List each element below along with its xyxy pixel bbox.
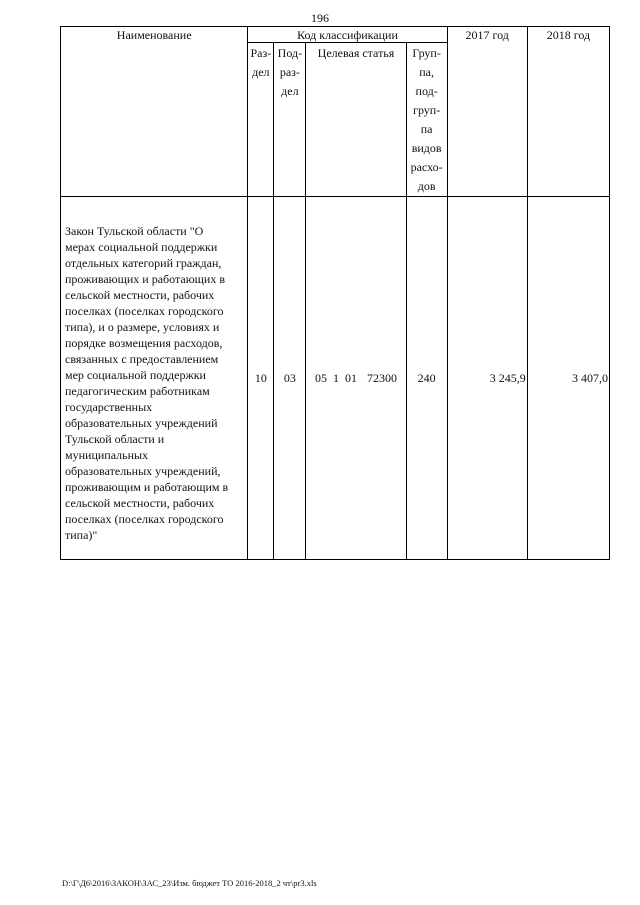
- header-group: Груп- па, под- груп- па видов расхо- дов: [406, 43, 447, 197]
- header-name: Наименование: [61, 27, 248, 197]
- header-razdel: Раз- дел: [248, 43, 274, 197]
- target-article-direction: 72300: [366, 370, 397, 385]
- row-podrazdel: 03: [274, 197, 306, 560]
- file-path-footer: D:\Г\Д6\2016\ЗАКОН\ЗАС_23\Изм. бюджет ТО 2016-2018_2 чт\рr3.xls: [62, 878, 317, 888]
- budget-table: [60, 26, 610, 560]
- row-value-2017: 3 245,9: [447, 197, 527, 560]
- row-name: Закон Тульской области "О мерах социальной поддержки отдельных категорий граждан, проживающих и работающих в сельской местности, рабочих поселках (поселках городского типа), и о размере, условиях и порядке возмещения расходов, связанных с предоставлением мер социальной поддержки педагогическим работникам государственных образовательных учреждений Тульской области и муниципальных образовательных учреждений, проживающим и работающим в сельской местности, рабочих поселках (поселках городского типа)": [61, 197, 248, 560]
- header-row-top: [61, 27, 610, 43]
- header-year-2018: 2018 год: [527, 27, 609, 197]
- row-value-2018: 3 407,0: [527, 197, 609, 560]
- header-target-article: Целевая статья: [306, 43, 406, 197]
- row-group: 240: [406, 197, 447, 560]
- target-article-program: 05: [314, 370, 327, 385]
- target-article-subprogram: 1: [332, 370, 339, 385]
- row-target-article: [306, 197, 406, 560]
- header-podrazdel: Под- раз- дел: [274, 43, 306, 197]
- table-row: [61, 197, 610, 560]
- header-classification-code: Код классификации: [248, 27, 447, 43]
- target-article-event: 01: [344, 370, 357, 385]
- row-razdel: 10: [248, 197, 274, 560]
- header-year-2017: 2017 год: [447, 27, 527, 197]
- page-number: 196: [311, 11, 329, 25]
